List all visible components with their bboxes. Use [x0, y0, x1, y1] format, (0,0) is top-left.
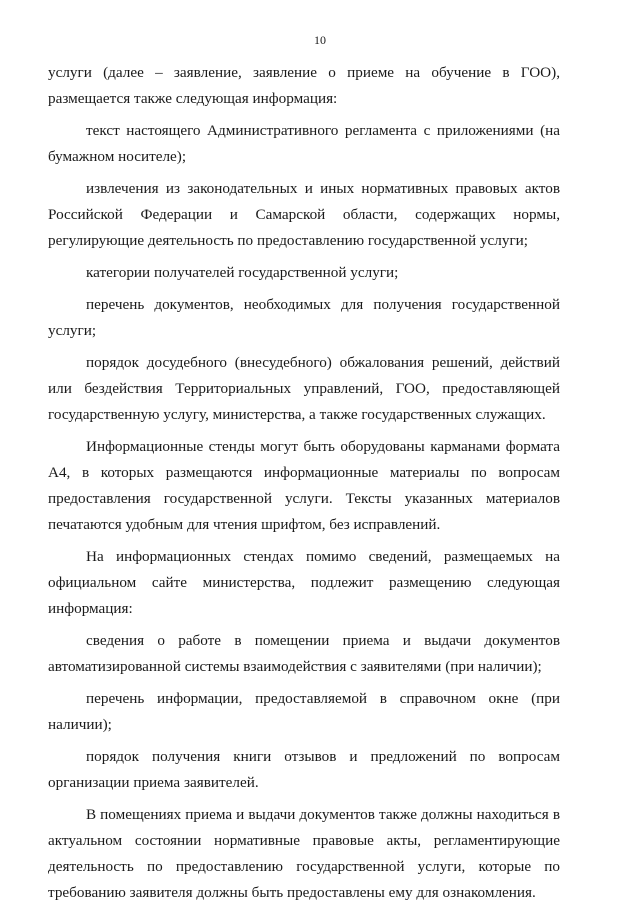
document-body — [48, 60, 560, 912]
paragraph-2: текст настоящего Административного регламента с приложениями (на бумажном носителе); — [48, 122, 560, 165]
paragraph-9: сведения о работе в помещении приема и выдачи документов автоматизированной системы взаимодействия с заявителями (при наличии); — [48, 632, 560, 675]
paragraph-7: Информационные стенды могут быть оборудованы карманами формата А4, в которых размещаются информационные материалы по вопросам предоставления государственной услуги. Тексты указанных материалов печатаются удобным для чтения шрифтом, без исправлений. — [48, 438, 560, 533]
paragraph-5: перечень документов, необходимых для получения государственной услуги; — [48, 296, 560, 339]
paragraph-4: категории получателей государственной услуги; — [86, 264, 399, 281]
paragraph-12: В помещениях приема и выдачи документов также должны находиться в актуальном состоянии нормативные правовые акты, регламентирующие деятельность по предоставлению государственной услуги, которые по требованию заявителя должны быть предоставлены ему для ознакомления. — [48, 806, 560, 901]
paragraph-3: извлечения из законодательных и иных нормативных правовых актов Российской Федерации и Самарской области, содержащих нормы, регулирующие деятельность по предоставлению государственной услуги; — [48, 180, 560, 249]
paragraph-11: порядок получения книги отзывов и предложений по вопросам организации приема заявителей. — [48, 748, 560, 791]
paragraph-10: перечень информации, предоставляемой в справочном окне (при наличии); — [48, 690, 560, 733]
paragraph-6: порядок досудебного (внесудебного) обжалования решений, действий или бездействия Территориальных управлений, ГОО, предоставляющей государственную услугу, министерства, а также государственных служащих. — [48, 354, 560, 423]
paragraph-8: На информационных стендах помимо сведений, размещаемых на официальном сайте министерства, подлежит размещению следующая информация: — [48, 548, 560, 617]
page-number: 10 — [314, 33, 326, 47]
paragraph-1: услуги (далее – заявление, заявление о приеме на обучение в ГОО), размещается также следующая информация: — [48, 64, 560, 107]
